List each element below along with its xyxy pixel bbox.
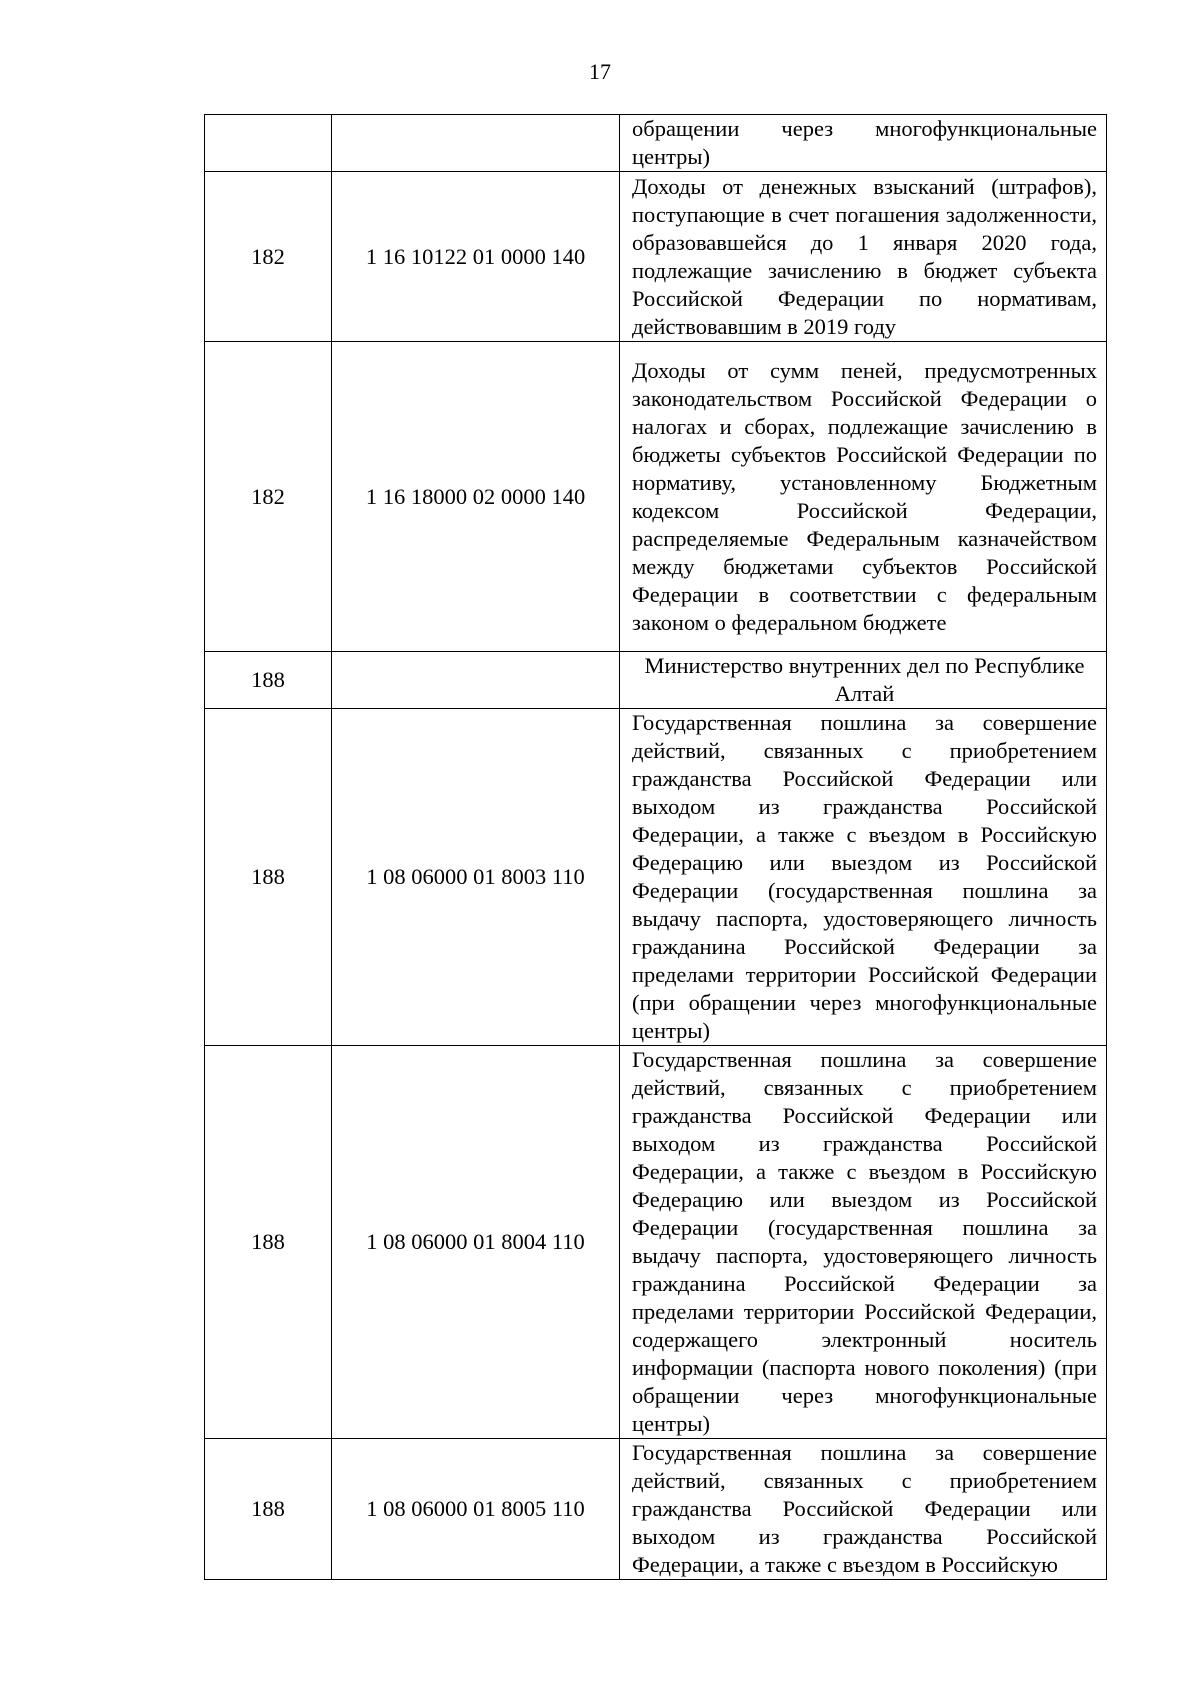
- revenue-name-cell: Государственная пошлина за совершение действий, связанных с приобретением гражданства Российской Федерации или выходом из гражданства Российской Федерации, а также с въездом в Российскую Федерацию или выездом из Российской Федерации (государственная пошлина за выдачу паспорта, удостоверяющего личность гражданина Российской Федерации за пределами территории Российской Федерации (при обращении через многофункциональные центры): [620, 709, 1107, 1046]
- admin-code-cell: [205, 115, 332, 172]
- admin-code-cell: 182: [205, 172, 332, 342]
- revenue-code-cell: [332, 652, 620, 709]
- table-row: [205, 172, 1107, 342]
- revenue-name-cell: Государственная пошлина за совершение действий, связанных с приобретением гражданства Российской Федерации или выходом из гражданства Российской Федерации, а также с въездом в Российскую: [620, 1439, 1107, 1580]
- table-row: [205, 1046, 1107, 1439]
- table-row: [205, 1439, 1107, 1580]
- revenue-code-cell: 1 16 18000 02 0000 140: [332, 342, 620, 652]
- revenue-code-cell: 1 08 06000 01 8005 110: [332, 1439, 620, 1580]
- revenue-codes-table: [204, 114, 1107, 1580]
- admin-code-cell: 188: [205, 1439, 332, 1580]
- revenue-name-cell: Государственная пошлина за совершение действий, связанных с приобретением гражданства Российской Федерации или выходом из гражданства Российской Федерации, а также с въездом в Российскую Федерацию или выездом из Российской Федерации (государственная пошлина за выдачу паспорта, удостоверяющего личность гражданина Российской Федерации за пределами территории Российской Федерации, содержащего электронный носитель информации (паспорта нового поколения) (при обращении через многофункциональные центры): [620, 1046, 1107, 1439]
- table-row: [205, 709, 1107, 1046]
- revenue-code-cell: 1 16 10122 01 0000 140: [332, 172, 620, 342]
- revenue-name-cell: Доходы от сумм пеней, предусмотренных законодательством Российской Федерации о налогах и сборах, подлежащие зачислению в бюджеты субъектов Российской Федерации по нормативу, установленному Бюджетным кодексом Российской Федерации, распределяемые Федеральным казначейством между бюджетами субъектов Российской Федерации в соответствии с федеральным законом о федеральном бюджете: [620, 342, 1107, 652]
- revenue-name-cell: обращении через многофункциональные центры): [620, 115, 1107, 172]
- revenue-code-cell: [332, 115, 620, 172]
- admin-code-cell: 188: [205, 1046, 332, 1439]
- page-number: 17: [589, 59, 611, 84]
- table-row: [205, 652, 1107, 709]
- revenue-code-cell: 1 08 06000 01 8004 110: [332, 1046, 620, 1439]
- admin-code-cell: 182: [205, 342, 332, 652]
- admin-code-cell: 188: [205, 652, 332, 709]
- table-row: [205, 342, 1107, 652]
- table-row: [205, 115, 1107, 172]
- admin-code-cell: 188: [205, 709, 332, 1046]
- ministry-heading-cell: Министерство внутренних дел по Республике Алтай: [620, 652, 1107, 709]
- revenue-code-cell: 1 08 06000 01 8003 110: [332, 709, 620, 1046]
- revenue-name-cell: Доходы от денежных взысканий (штрафов), поступающие в счет погашения задолженности, образовавшейся до 1 января 2020 года, подлежащие зачислению в бюджет субъекта Российской Федерации по нормативам, действовавшим в 2019 году: [620, 172, 1107, 342]
